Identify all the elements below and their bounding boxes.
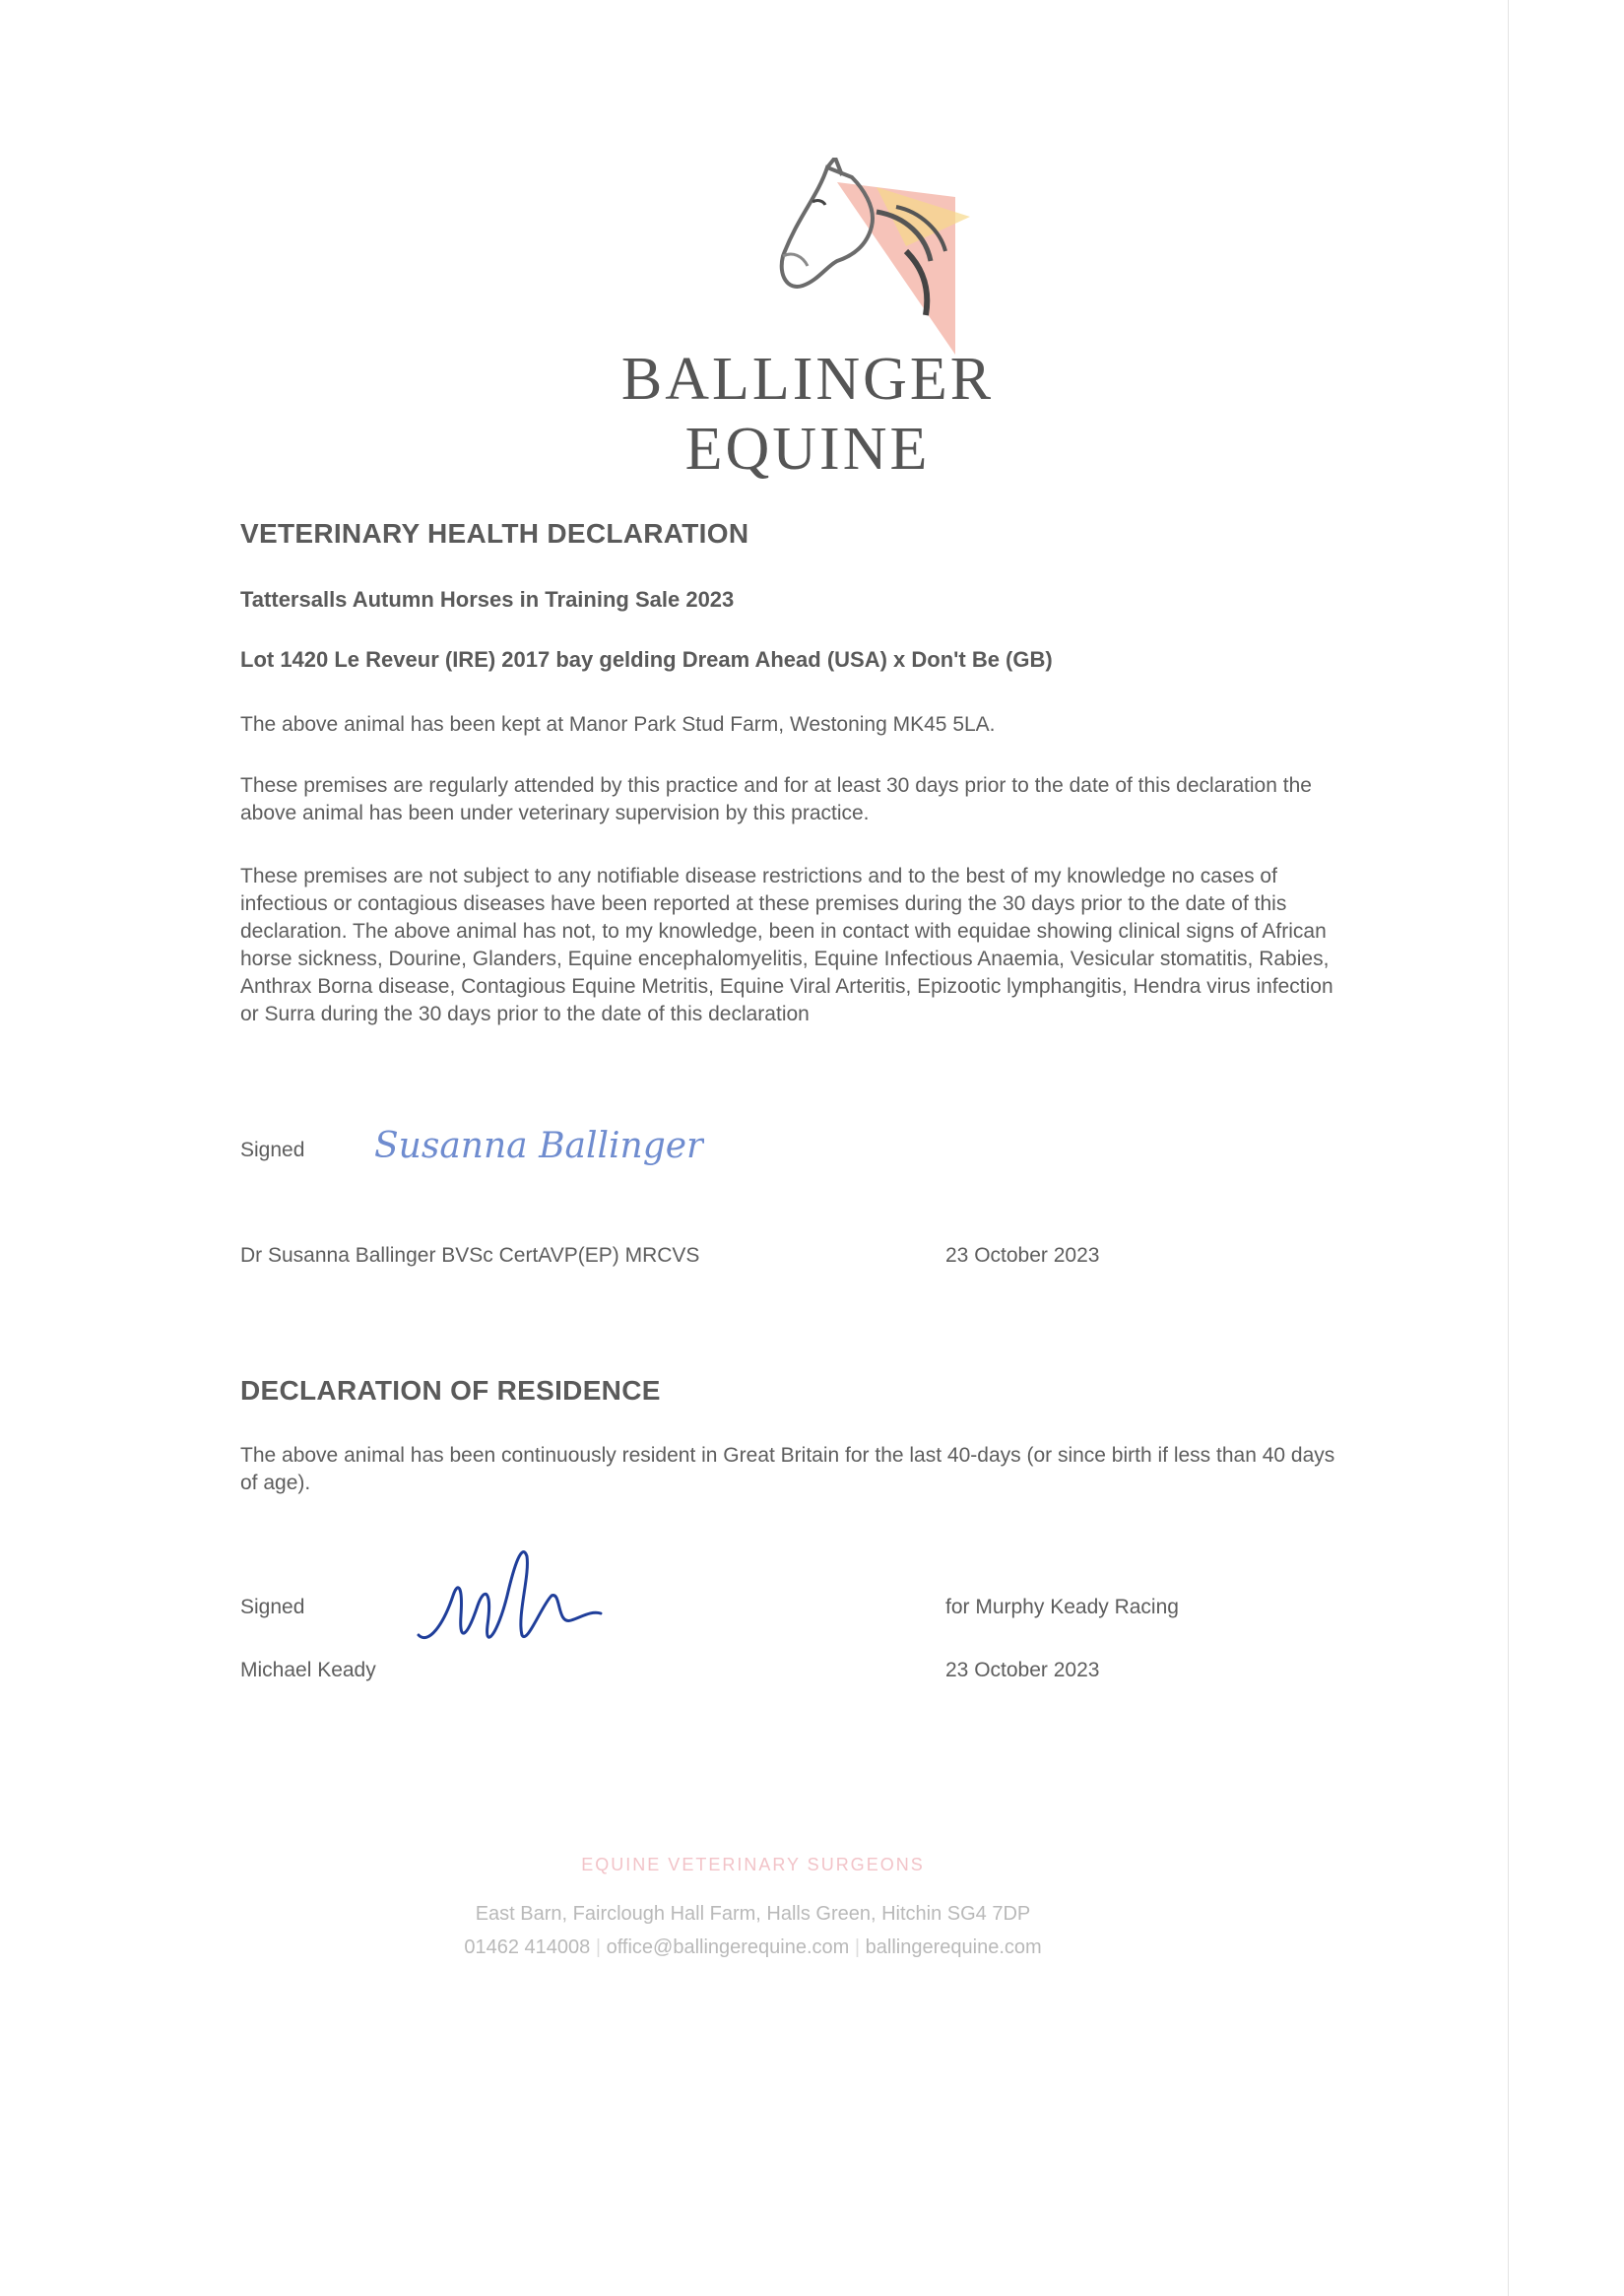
keady-name: Michael Keady [240, 1659, 376, 1681]
footer-phone: 01462 414008 [464, 1936, 591, 1958]
health-declaration-heading: VETERINARY HEALTH DECLARATION [240, 518, 749, 549]
horse-head-logo-icon [758, 158, 1014, 355]
residence-signed-label: Signed [240, 1596, 305, 1618]
keady-signature [414, 1537, 630, 1665]
for-company-label: for Murphy Keady Racing [945, 1596, 1179, 1618]
footer-separator: | [854, 1936, 866, 1958]
footer-email[interactable]: office@ballingerequine.com [606, 1936, 850, 1958]
sale-title: Tattersalls Autumn Horses in Training Sale 2023 [240, 587, 735, 612]
premises-paragraph: The above animal has been kept at Manor Park Stud Farm, Westoning MK45 5LA. [240, 713, 996, 736]
footer-contacts [0, 1936, 1565, 1959]
residence-date: 23 October 2023 [945, 1659, 1100, 1681]
vet-signature [369, 1113, 704, 1182]
footer-separator: | [595, 1936, 607, 1958]
supervision-paragraph: These premises are regularly attended by this practice and for at least 30 days prior to the date of this declaration the above animal has been under veterinary supervision by this practice. [240, 774, 1312, 824]
footer-address: East Barn, Fairclough Hall Farm, Halls Green, Hitchin SG4 7DP [475, 1903, 1031, 1925]
footer-title: EQUINE VETERINARY SURGEONS [581, 1855, 925, 1874]
logo-wordmark: BALLINGER EQUINE [620, 346, 995, 483]
svg-text:Susanna Ballinger: Susanna Ballinger [374, 1126, 704, 1166]
health-signed-label: Signed [240, 1139, 305, 1161]
disease-paragraph: These premises are not subject to any notifiable disease restrictions and to the best of my knowledge no cases of infectious or contagious diseases have been reported at these premises during the 30 days prior to the date of this declaration. The above animal has not, to my knowledge, been in contact with equidae showing clinical signs of African horse sickness, Dourine, Glanders, Equine encephalomyelitis, Equine Infectious Anaemia, Vesicular stomatitis, Rabies, Anthrax Borna disease, Contagious Equine Metritis, Equine Viral Arteritis, Epizootic lymphangitis, Hendra virus infection or Surra during the 30 days prior to the date of this declaration [240, 865, 1333, 1025]
vet-name: Dr Susanna Ballinger BVSc CertAVP(EP) MRCVS [240, 1244, 700, 1267]
residence-heading: DECLARATION OF RESIDENCE [240, 1375, 661, 1406]
footer-website[interactable]: ballingerequine.com [865, 1936, 1042, 1958]
health-date: 23 October 2023 [945, 1244, 1100, 1267]
residence-paragraph: The above animal has been continuously resident in Great Britain for the last 40-days (or since birth if less than 40 days of age). [240, 1444, 1335, 1494]
lot-description: Lot 1420 Le Reveur (IRE) 2017 bay gelding Dream Ahead (USA) x Don't Be (GB) [240, 647, 1053, 672]
